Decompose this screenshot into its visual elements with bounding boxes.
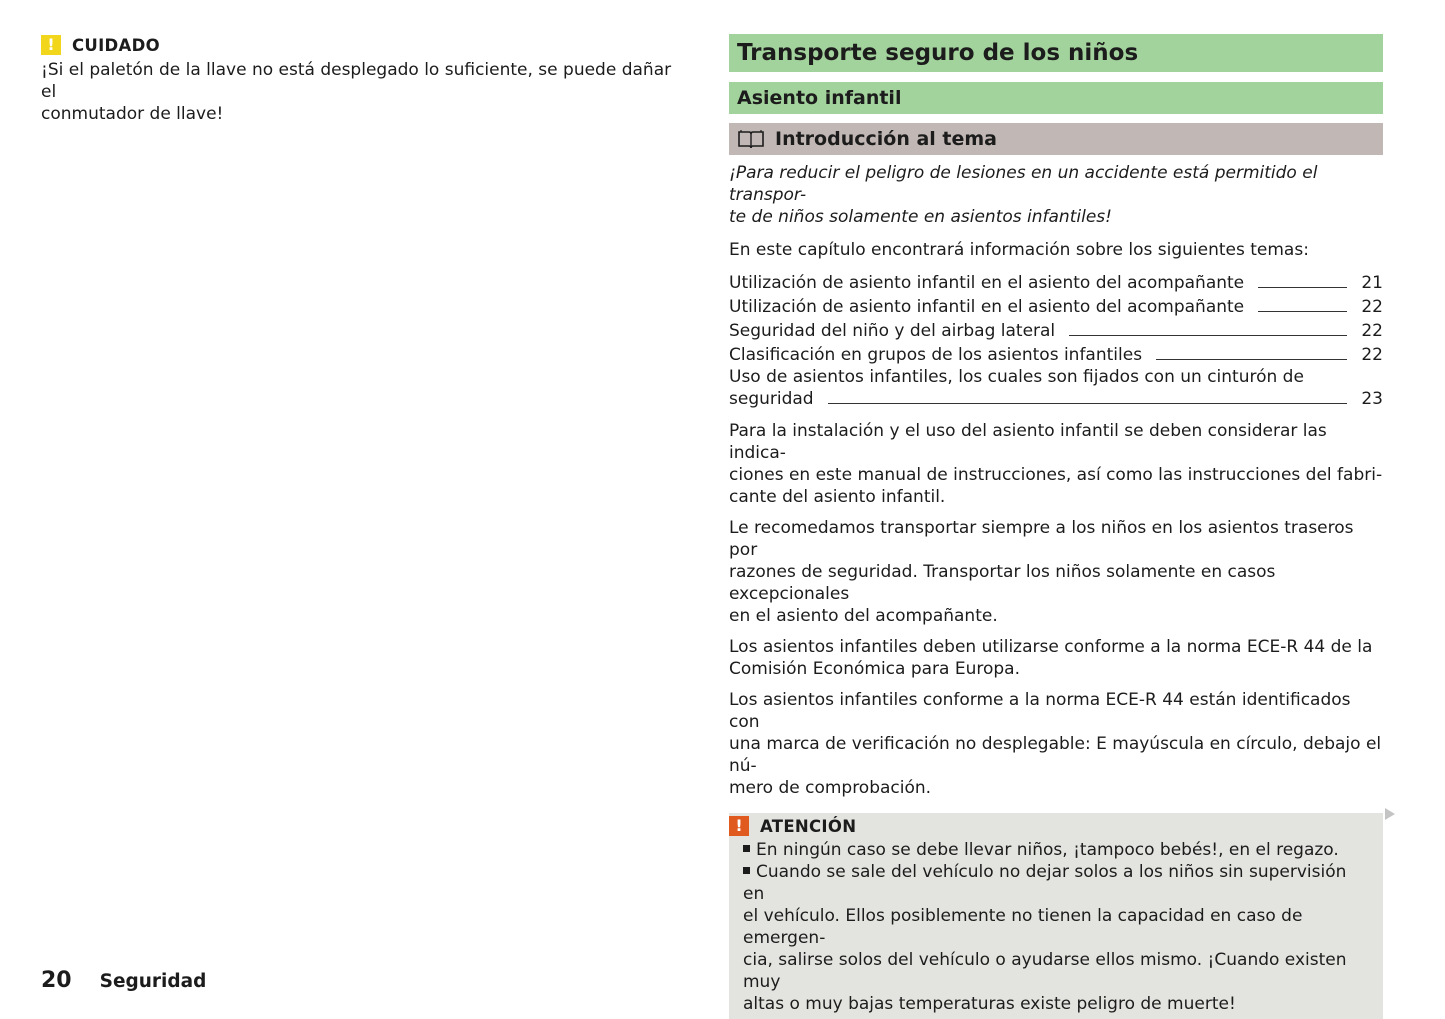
section-title: Asiento infantil bbox=[729, 82, 1383, 114]
page-number: 20 bbox=[41, 968, 72, 993]
toc-entry[interactable] bbox=[729, 366, 1383, 410]
section-name: Seguridad bbox=[99, 971, 207, 992]
toc-leader-line bbox=[828, 403, 1347, 404]
attention-title: ATENCIÓN bbox=[760, 816, 857, 836]
toc-leader-line bbox=[1258, 311, 1347, 312]
subsection-title-text: Introducción al tema bbox=[775, 128, 997, 150]
paragraph-line: razones de seguridad. Transportar los niños solamente en casos excepcionales bbox=[729, 562, 1276, 604]
toc-page-number: 22 bbox=[1361, 297, 1383, 317]
toc-entry-text: Clasificación en grupos de los asientos infantiles bbox=[729, 345, 1143, 365]
attention-item-text: cia, salirse solos del vehículo o ayudarse ellos mismo. ¡Cuando existen muy bbox=[743, 950, 1347, 992]
attention-item-text: En ningún caso se debe llevar niños, ¡tampoco bebés!, en el regazo. bbox=[756, 840, 1339, 860]
caution-header bbox=[41, 34, 681, 56]
toc-entry-text: seguridad bbox=[729, 389, 814, 409]
bullet-icon bbox=[743, 845, 750, 852]
caution-text-line: conmutador de llave! bbox=[41, 104, 224, 124]
paragraph-installation bbox=[729, 420, 1383, 508]
toc-entry-text: Utilización de asiento infantil en el asiento del acompañante bbox=[729, 273, 1245, 293]
intro-italic-line: te de niños solamente en asientos infantiles! bbox=[729, 207, 1112, 227]
paragraph-line: ciones en este manual de instrucciones, así como las instrucciones del fabri- bbox=[729, 465, 1383, 485]
toc-entry-text: Seguridad del niño y del airbag lateral bbox=[729, 321, 1056, 341]
attention-item bbox=[729, 839, 1369, 861]
bullet-icon bbox=[743, 867, 750, 874]
paragraph-line: Para la instalación y el uso del asiento infantil se deben considerar las indica- bbox=[729, 421, 1327, 463]
toc-lead: En este capítulo encontrará información sobre los siguientes temas: bbox=[729, 240, 1309, 260]
attention-item-text: Cuando se sale del vehículo no dejar solos a los niños sin supervisión en bbox=[743, 862, 1347, 904]
triangle-right-icon bbox=[1385, 808, 1395, 820]
paragraph-line: Comisión Económica para Europa. bbox=[729, 659, 1020, 679]
attention-box bbox=[729, 813, 1383, 1019]
paragraph-marking bbox=[729, 689, 1383, 799]
subsection-title bbox=[729, 123, 1383, 155]
paragraph-line: una marca de verificación no desplegable: E mayúscula en círculo, debajo el nú- bbox=[729, 734, 1382, 776]
toc-page-number: 23 bbox=[1361, 389, 1383, 409]
attention-item-text: altas o muy bajas temperaturas existe peligro de muerte! bbox=[743, 994, 1236, 1014]
intro-italic-text bbox=[729, 162, 1383, 228]
toc-leader-line bbox=[1069, 335, 1347, 336]
toc-entry[interactable] bbox=[729, 270, 1383, 294]
paragraph-recommendation bbox=[729, 517, 1383, 627]
chapter-title: Transporte seguro de los niños bbox=[729, 34, 1383, 72]
toc-leader-line bbox=[1156, 359, 1347, 360]
toc-leader-line bbox=[1258, 287, 1347, 288]
paragraph-line: Los asientos infantiles conforme a la norma ECE-R 44 están identificados con bbox=[729, 690, 1351, 732]
caution-text bbox=[41, 59, 681, 125]
attention-item-text: el vehículo. Ellos posiblemente no tienen la capacidad en caso de emergen- bbox=[743, 906, 1303, 948]
caution-note bbox=[41, 34, 681, 125]
paragraph-line: Los asientos infantiles deben utilizarse conforme a la norma ECE-R 44 de la bbox=[729, 637, 1373, 657]
caution-title: CUIDADO bbox=[72, 35, 160, 55]
paragraph-norm bbox=[729, 636, 1383, 680]
toc-page-number: 22 bbox=[1361, 321, 1383, 341]
caution-text-line: ¡Si el paletón de la llave no está desplegado lo suficiente, se puede dañar el bbox=[41, 60, 672, 102]
paragraph-line: cante del asiento infantil. bbox=[729, 487, 946, 507]
toc-entry[interactable] bbox=[729, 294, 1383, 318]
attention-header bbox=[729, 815, 1369, 837]
exclamation-icon: ! bbox=[729, 816, 749, 836]
book-icon bbox=[737, 129, 765, 149]
toc-entry-text: Utilización de asiento infantil en el asiento del acompañante bbox=[729, 297, 1245, 317]
exclamation-icon: ! bbox=[41, 35, 61, 55]
paragraph-line: en el asiento del acompañante. bbox=[729, 606, 998, 626]
paragraph-line: Le recomedamos transportar siempre a los niños en los asientos traseros por bbox=[729, 518, 1354, 560]
toc-page-number: 22 bbox=[1361, 345, 1383, 365]
toc-page-number: 21 bbox=[1361, 273, 1383, 293]
toc-entry[interactable] bbox=[729, 342, 1383, 366]
toc-entry-continuation bbox=[729, 388, 1383, 410]
main-section bbox=[729, 34, 1383, 1019]
toc-entry[interactable] bbox=[729, 318, 1383, 342]
toc-entry-text: Uso de asientos infantiles, los cuales son fijados con un cinturón de bbox=[729, 367, 1304, 387]
paragraph-line: mero de comprobación. bbox=[729, 778, 932, 798]
attention-item bbox=[729, 861, 1369, 1015]
intro-italic-line: ¡Para reducir el peligro de lesiones en un accidente está permitido el transpor- bbox=[729, 163, 1318, 205]
page-footer bbox=[41, 968, 206, 993]
topic-list bbox=[729, 270, 1383, 410]
